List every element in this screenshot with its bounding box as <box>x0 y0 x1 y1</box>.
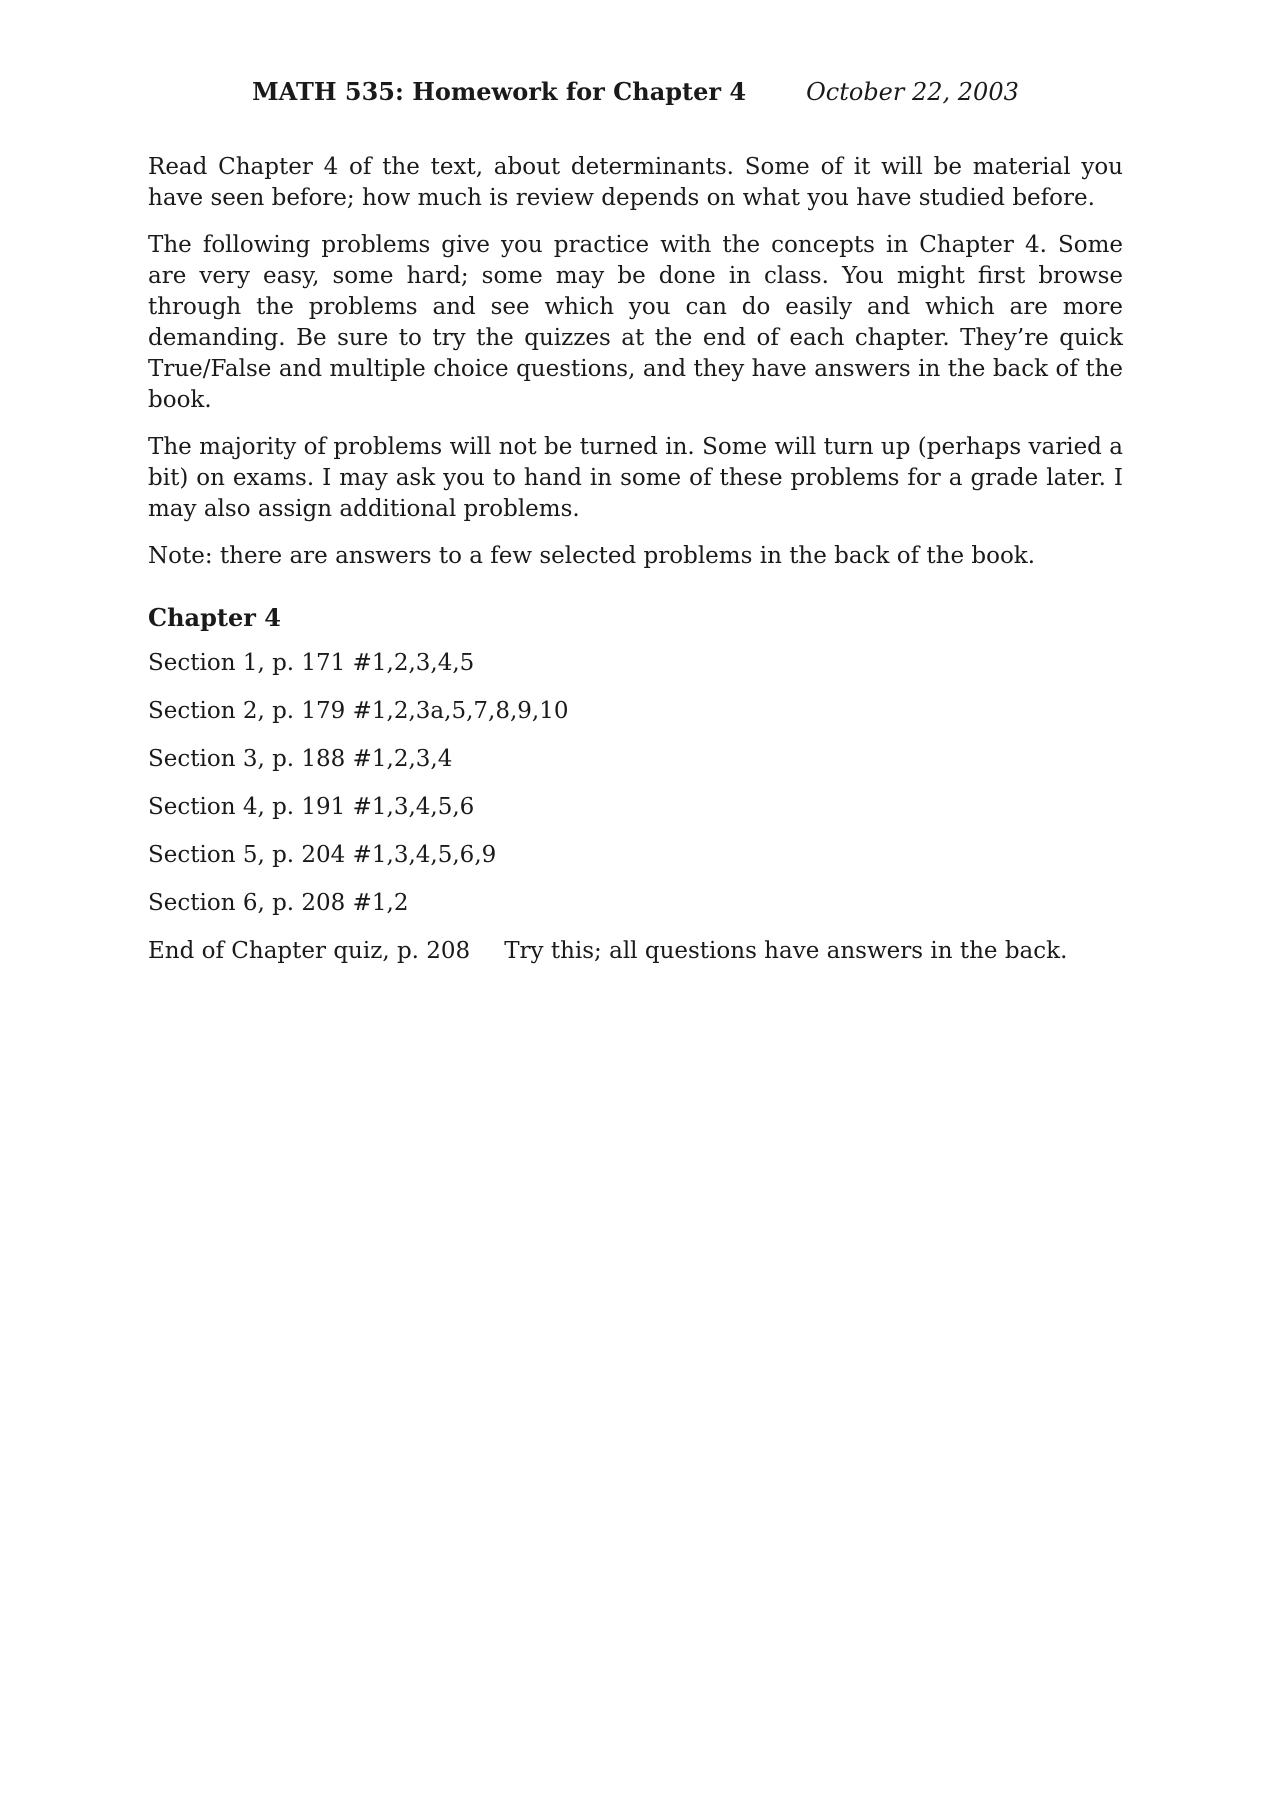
intro-paragraph: Read Chapter 4 of the text, about determinants. Some of it will be material you have seen before; how much is review depends on what you have studied before. <box>148 153 1123 211</box>
page-title: MATH 535: Homework for Chapter 4 <box>252 77 747 106</box>
turn-in-paragraph: The majority of problems will not be turned in. Some will turn up (perhaps varied a bit) on exams. I may ask you to hand in some of these problems for a grade later. I may also assign additional problems. <box>148 433 1123 522</box>
quiz-row <box>148 936 1123 967</box>
quiz-label: End of Chapter quiz, p. 208 <box>148 937 471 964</box>
list-item: Section 5, p. 204 #1,3,4,5,6,9 <box>148 841 497 868</box>
list-item: Section 3, p. 188 #1,2,3,4 <box>148 745 453 772</box>
page-header <box>148 78 1123 107</box>
list-item: Section 6, p. 208 #1,2 <box>148 889 409 916</box>
list-item: Section 2, p. 179 #1,2,3a,5,7,8,9,10 <box>148 697 569 724</box>
chapter-heading: Chapter 4 <box>148 602 281 632</box>
problem-list <box>148 648 1123 919</box>
list-item: Section 1, p. 171 #1,2,3,4,5 <box>148 649 475 676</box>
list-item: Section 4, p. 191 #1,3,4,5,6 <box>148 793 475 820</box>
practice-paragraph: The following problems give you practice with the concepts in Chapter 4. Some are very easy, some hard; some may be done in class. You might first browse through the problems and see which you can do easily and which are more demanding. Be sure to try the quizzes at the end of each chapter. They’re quick True/False and multiple choice questions, and they have answers in the back of the book. <box>148 231 1123 413</box>
homework-page <box>148 78 1123 967</box>
quiz-note: Try this; all questions have answers in the back. <box>504 937 1068 964</box>
page-date: October 22, 2003 <box>806 78 1019 106</box>
answers-note: Note: there are answers to a few selected problems in the back of the book. <box>148 542 1036 569</box>
